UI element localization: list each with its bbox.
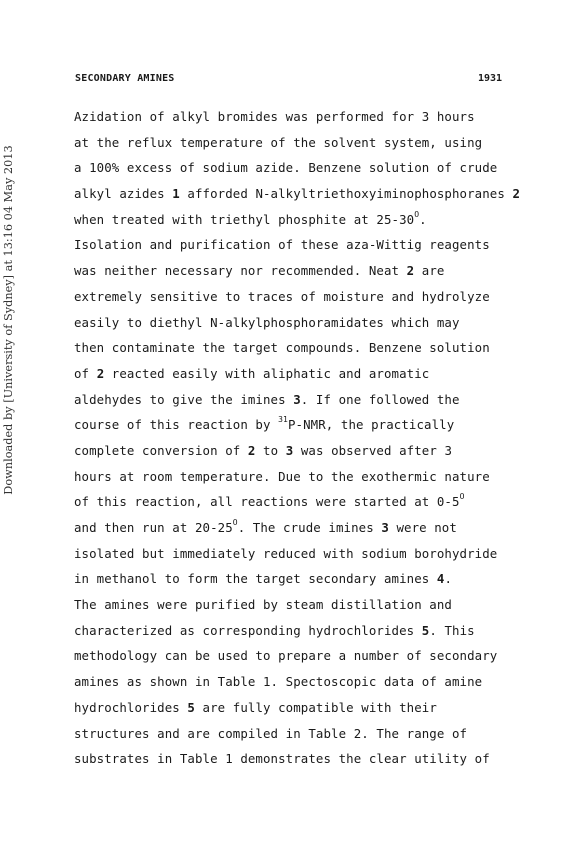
text-line: Isolation and purification of these aza-Wittig reagents — [74, 237, 490, 253]
text-line: then contaminate the target compounds. Benzene solution — [74, 340, 490, 356]
text-line: of 2 reacted easily with aliphatic and aromatic — [74, 365, 430, 381]
text-line: structures and are compiled in Table 2. The range of — [74, 725, 468, 741]
text-line: complete conversion of 2 to 3 was observed after 3 — [74, 442, 453, 458]
text-line: and then run at $20-25^O$. The crude imines 3 were not — [74, 518, 457, 535]
text-line: was neither necessary nor recommended. Neat 2 are — [74, 263, 445, 279]
text-line: substrates in Table 1 demonstrates the clear utility of — [74, 751, 490, 767]
text-line: a 100% excess of sodium azide. Benzene solution of crude — [74, 160, 498, 176]
download-watermark: Downloaded by [University of Sydney] at 13:16 04 May 2013 — [2, 145, 15, 495]
text-line: Azidation of alkyl bromides was performed for 3 hours — [74, 109, 475, 124]
text-line: extremely sensitive to traces of moisture and hydrolyze — [74, 288, 490, 304]
text-line: characterized as corresponding hydrochlorides 5. This — [74, 622, 475, 638]
text-line: hydrochlorides 5 are fully compatible with their — [74, 699, 437, 715]
text-line: methodology can be used to prepare a number of secondary — [74, 648, 498, 664]
text-line: The amines were purified by steam distillation and — [74, 597, 452, 613]
running-title: SECONDARY AMINES — [75, 73, 175, 84]
text-line: at the reflux temperature of the solvent system, using — [74, 134, 483, 150]
text-line: alkyl azides 1 afforded N-alkyltriethoxyiminophosphoranes 2 — [74, 186, 521, 202]
text-line: when treated with triethyl phosphite at $25-30^O$. — [74, 209, 427, 227]
text-line: amines as shown in Table 1. Spectoscopic data of amine — [74, 674, 483, 690]
page-number: 1931 — [478, 73, 503, 84]
text-line: hours at room temperature. Due to the exothermic nature — [74, 468, 490, 484]
text-line: easily to diethyl N-alkylphosphoramidates which may — [74, 314, 460, 330]
text-line: of this reaction, all reactions were started at $0-5^O$ — [74, 492, 465, 510]
body-paragraph — [74, 104, 521, 772]
text-line: in methanol to form the target secondary amines 4. — [74, 571, 452, 587]
text-line: aldehydes to give the imines 3. If one followed the — [74, 391, 460, 407]
text-line: isolated but immediately reduced with sodium borohydride — [74, 545, 498, 561]
text-line: course of this reaction by $^{31}$P-NMR, the practically — [74, 415, 455, 433]
